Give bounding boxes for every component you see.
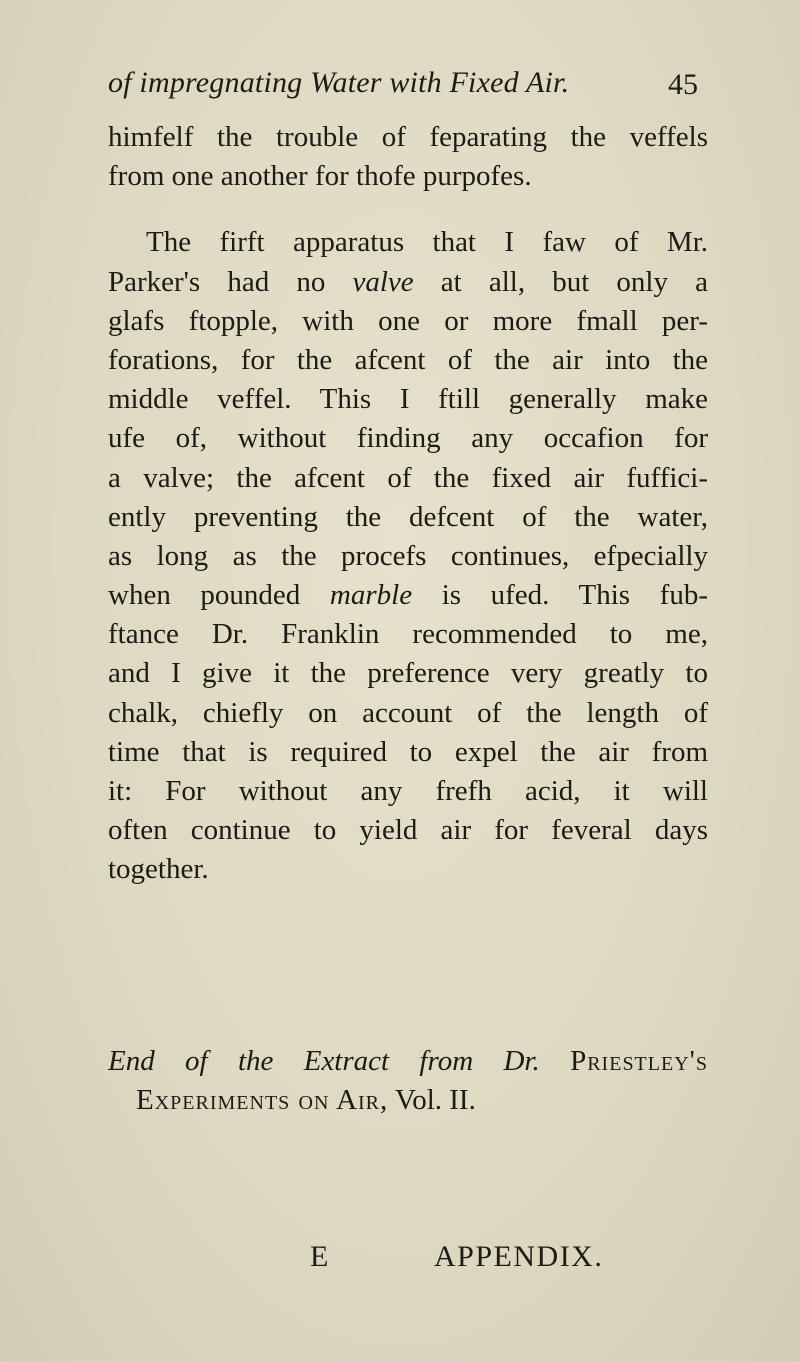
end-note-italic: End of the Extract from Dr.	[108, 1045, 540, 1077]
text-line: often continue to yield air for feveral days	[108, 814, 708, 847]
page-number: 45	[668, 68, 698, 101]
running-head-title: of impregnating Water with Fixed Air.	[108, 66, 570, 99]
end-note	[108, 1042, 708, 1120]
text-line-with-italic: when pounded marble is ufed. This fub-	[108, 579, 708, 612]
running-head	[108, 66, 698, 106]
text-line: The firft apparatus that I faw of Mr.	[146, 226, 708, 259]
end-note-line-1	[108, 1042, 708, 1081]
end-note-work: Experiments on Air,	[136, 1084, 389, 1117]
text-line: middle veffel. This I ftill generally make	[108, 383, 708, 416]
footer-catchwords	[310, 1240, 710, 1280]
catchword: APPENDIX.	[434, 1240, 604, 1273]
text-line: and I give it the preference very greatly to	[108, 657, 708, 690]
text-line-with-italic: Parker's had no valve at all, but only a	[108, 265, 708, 298]
text-line: ufe of, without finding any occafion for	[108, 422, 708, 455]
text-line: chalk, chiefly on account of the length of	[108, 696, 708, 729]
text-line: glafs ftopple, with one or more fmall per-	[108, 304, 708, 337]
end-note-volume: Vol. II.	[395, 1084, 476, 1117]
text-line: ftance Dr. Franklin recommended to me,	[108, 618, 708, 651]
text-line: ently preventing the defcent of the water,	[108, 500, 708, 533]
text-line: it: For without any frefh acid, it will	[108, 775, 708, 807]
text-line: forations, for the afcent of the air into the	[108, 343, 708, 376]
text-line: together.	[108, 853, 209, 886]
text-line: himfelf the trouble of feparating the veffels	[108, 121, 708, 153]
body-text	[108, 118, 708, 890]
text-line: time that is required to expel the air from	[108, 735, 708, 768]
signature-mark: E	[310, 1240, 329, 1273]
text-line: as long as the procefs continues, efpecially	[108, 539, 708, 572]
italic-word: valve	[352, 265, 414, 298]
italic-word: marble	[329, 579, 413, 612]
text-line: a valve; the afcent of the fixed air fuffici-	[108, 461, 708, 494]
text-line: from one another for thofe purpofes.	[108, 160, 532, 193]
end-note-author: Priestley's	[570, 1045, 709, 1077]
end-note-line-2	[108, 1081, 708, 1120]
